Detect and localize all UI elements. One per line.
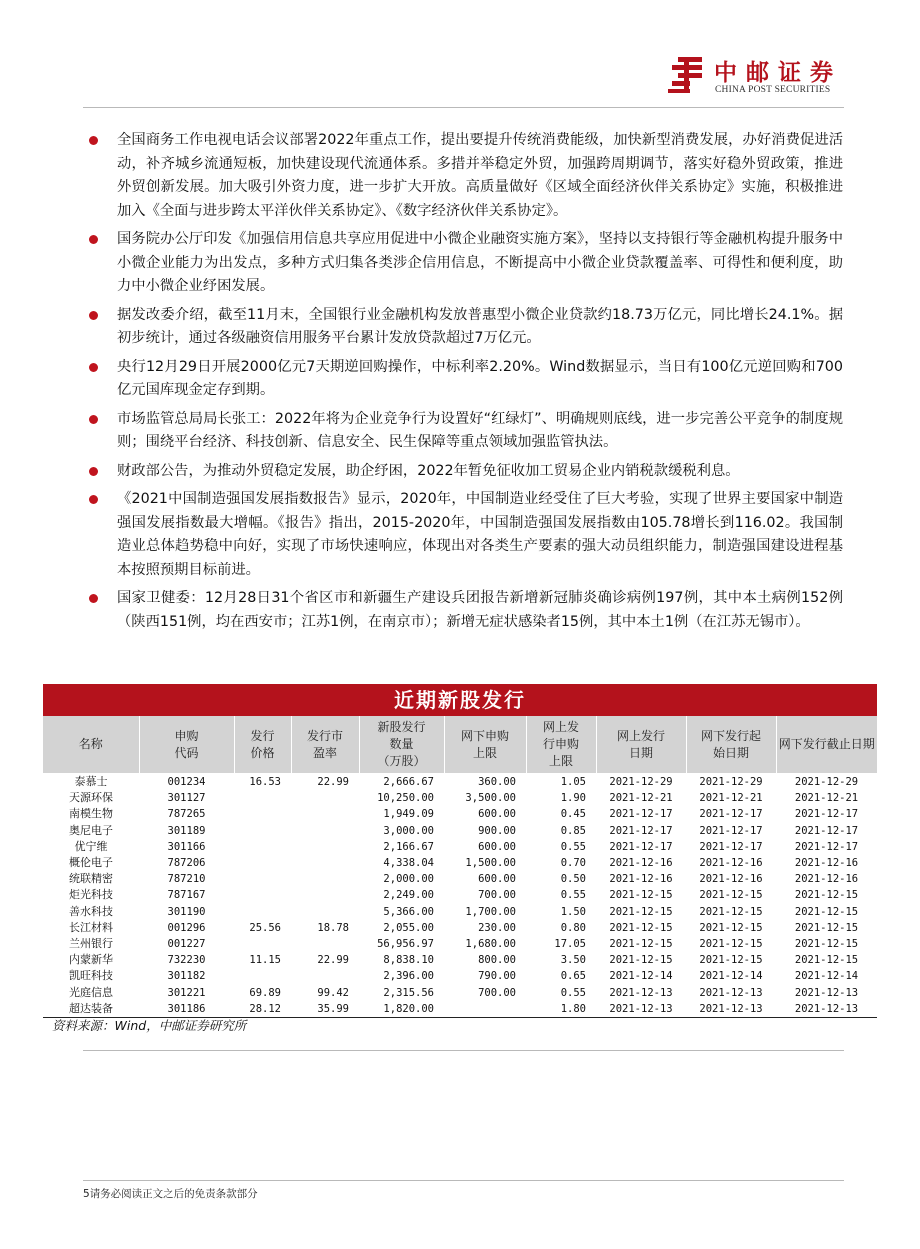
table-cell: 301190 (167, 905, 206, 918)
header-divider (83, 107, 844, 108)
table-cell (291, 806, 359, 822)
table-cell (291, 871, 359, 887)
table-cell (234, 871, 291, 887)
table-row (43, 1001, 877, 1017)
table-cell: 2021-12-15 (794, 954, 859, 967)
table-cell: 2021-12-17 (794, 808, 859, 821)
table-cell (234, 887, 291, 903)
bullet-dot-icon (89, 235, 98, 244)
table-cell (291, 887, 359, 903)
column-header: 网下发行起 始日期 (686, 716, 776, 773)
table-cell: 2021-12-14 (794, 970, 859, 983)
bullet-item: 市场监管总局局长张工：2022年将为企业竞争行为设置好“红绿灯”、明确规则底线，进一步完善公平竞争的制度规则；围绕平台经济、科技创新、信息安全、民生保障等重点领域加强监管执法。 (83, 408, 843, 455)
table-cell: 泰慕士 (74, 775, 108, 789)
table-cell: 2021-12-13 (609, 1002, 673, 1015)
table-cell: 787167 (167, 889, 206, 902)
table-cell: 600.00 (478, 840, 516, 853)
table-source: 资料来源：Wind，中邮证券研究所 (52, 1018, 247, 1033)
table-cell: 0.55 (560, 840, 586, 853)
table-row (43, 855, 877, 871)
company-logo (668, 52, 843, 100)
table-cell: 兰州银行 (69, 936, 113, 950)
table-row (43, 773, 877, 790)
table-cell (291, 904, 359, 920)
table-cell: 10,250.00 (377, 792, 434, 805)
table-cell: 22.99 (317, 776, 349, 789)
table-cell: 3,000.00 (383, 824, 434, 837)
table-cell: 2021-12-29 (794, 776, 859, 789)
table-row (43, 920, 877, 936)
table-cell: 2021-12-14 (609, 970, 673, 983)
table-cell: 301127 (167, 792, 206, 805)
table-cell: 787265 (167, 808, 206, 821)
table-cell: 2021-12-17 (794, 840, 859, 853)
table-cell: 0.85 (560, 824, 586, 837)
table-cell: 69.89 (249, 986, 281, 999)
table-cell: 炬光科技 (69, 888, 113, 902)
table-cell: 0.80 (560, 921, 586, 934)
table-cell: 2021-12-15 (794, 889, 859, 902)
column-header: 新股发行 数量 （万股） (359, 716, 444, 773)
table-cell: 1,949.09 (383, 808, 434, 821)
table-cell: 360.00 (478, 776, 516, 789)
table-cell (234, 936, 291, 952)
table-cell: 1,500.00 (465, 857, 516, 870)
table-cell: 0.45 (560, 808, 586, 821)
table-cell: 790.00 (478, 970, 516, 983)
page-number: 5 (83, 1188, 90, 1200)
table-cell: 2021-12-15 (609, 921, 673, 934)
china-post-logo-icon (668, 54, 706, 94)
table-cell: 2021-12-21 (699, 792, 763, 805)
table-cell (291, 855, 359, 871)
table-cell: 2021-12-17 (609, 808, 673, 821)
table-cell: 600.00 (478, 873, 516, 886)
table-row (43, 984, 877, 1000)
table-cell: 2021-12-17 (699, 840, 763, 853)
table-cell: 18.78 (317, 921, 349, 934)
table-cell: 301166 (167, 840, 206, 853)
table-cell: 2021-12-17 (794, 824, 859, 837)
table-row (43, 968, 877, 984)
bullet-item: 《2021中国制造强国发展指数报告》显示，2020年，中国制造业经受住了巨大考验，实现了世界主要国家中制造强国发展指数最大增幅。《报告》指出，2015-2020年，中国制造强国发展指数由105.78增长到116.02。我国制造业总体趋势稳中向好，实现了市场快速响应，体现出对各类生产要素的强大动员组织能力，制造强国建设进程基本按照预期目标前进。 (83, 488, 843, 582)
logo-english-text: CHINA POST SECURITIES (715, 85, 831, 95)
table-cell: 2021-12-16 (794, 873, 859, 886)
table-cell: 001296 (167, 921, 206, 934)
table-header-row (43, 716, 877, 773)
table-cell: 1,820.00 (383, 1002, 434, 1015)
table-cell: 35.99 (317, 1002, 349, 1015)
table-cell: 1,680.00 (465, 937, 516, 950)
bullet-dot-icon (89, 136, 98, 145)
table-cell: 2021-12-15 (794, 921, 859, 934)
table-cell: 301186 (167, 1002, 206, 1015)
table-cell: 2021-12-15 (609, 889, 673, 902)
bullet-dot-icon (89, 467, 98, 476)
table-cell: 2021-12-13 (699, 986, 763, 999)
news-bullet-list (83, 129, 843, 639)
table-cell: 超达装备 (69, 1001, 113, 1015)
bullet-item: 全国商务工作电视电话会议部署2022年重点工作，提出要提升传统消费能级，加快新型消费发展，办好消费促进活动，补齐城乡流通短板，加快建设现代流通体系。多措并举稳定外贸，加强跨周期调节，落实好稳外贸政策，推进外贸创新发展。加大吸引外资力度，进一步扩大开放。高质量做好《区域全面经济伙伴关系协定》实施，积极推进加入《全面与进步跨太平洋伙伴关系协定》、《数字经济伙伴关系协定》。 (83, 129, 843, 223)
table-cell: 2021-12-29 (699, 776, 763, 789)
table-cell: 0.50 (560, 873, 586, 886)
table-cell: 0.55 (560, 986, 586, 999)
table-cell: 0.65 (560, 970, 586, 983)
table-cell: 2021-12-15 (609, 905, 673, 918)
table-cell: 长江材料 (69, 920, 113, 934)
table-cell: 5,366.00 (383, 905, 434, 918)
table-cell: 301221 (167, 986, 206, 999)
table-cell: 700.00 (478, 889, 516, 902)
table-cell: 22.99 (317, 954, 349, 967)
table-cell (234, 790, 291, 806)
table-row (43, 839, 877, 855)
page-footer (83, 1186, 258, 1201)
table-cell: 南模生物 (69, 807, 113, 821)
table-cell: 2021-12-17 (699, 824, 763, 837)
table-cell: 4,338.04 (383, 857, 434, 870)
column-header: 发行市 盈率 (291, 716, 359, 773)
table-cell: 2021-12-14 (699, 970, 763, 983)
table-cell (234, 823, 291, 839)
table-cell (234, 806, 291, 822)
ipo-table-section (43, 684, 877, 1018)
table-cell (234, 904, 291, 920)
table-cell: 17.05 (554, 937, 586, 950)
table-cell: 2021-12-16 (794, 857, 859, 870)
bullet-item: 国务院办公厅印发《加强信用信息共享应用促进中小微企业融资实施方案》，坚持以支持银行等金融机构提升服务中小微企业能力为出发点，多种方式归集各类涉企信用信息，不断提高中小微企业贷款覆盖率、可得性和便利度，助力中小微企业纾困发展。 (83, 228, 843, 299)
table-cell: 1.80 (560, 1002, 586, 1015)
table-cell: 2021-12-29 (609, 776, 673, 789)
table-cell: 2021-12-16 (609, 857, 673, 870)
column-header: 名称 (43, 716, 139, 773)
bullet-item: 财政部公告，为推动外贸稳定发展，助企纾困，2022年暂免征收加工贸易企业内销税款缓税利息。 (83, 460, 843, 484)
disclaimer-note: 请务必阅读正文之后的免责条款部分 (89, 1188, 258, 1200)
table-cell: 16.53 (249, 776, 281, 789)
table-cell: 2021-12-15 (699, 921, 763, 934)
table-cell: 2021-12-15 (609, 937, 673, 950)
table-cell: 奥尼电子 (69, 823, 113, 837)
table-cell: 凯旺科技 (69, 969, 113, 983)
table-cell: 3.50 (560, 954, 586, 967)
table-cell: 2021-12-15 (699, 954, 763, 967)
table-row (43, 806, 877, 822)
table-cell: 内蒙新华 (69, 953, 113, 967)
table-cell: 2021-12-21 (609, 792, 673, 805)
table-cell (234, 839, 291, 855)
table-cell: 787206 (167, 857, 206, 870)
column-header: 申购 代码 (139, 716, 234, 773)
table-cell: 2,166.67 (383, 840, 434, 853)
table-cell: 8,838.10 (383, 954, 434, 967)
table-cell: 统联精密 (69, 872, 113, 886)
table-cell: 2021-12-15 (794, 905, 859, 918)
table-cell: 600.00 (478, 808, 516, 821)
table-row (43, 871, 877, 887)
table-cell: 2021-12-13 (794, 986, 859, 999)
table-cell: 28.12 (249, 1002, 281, 1015)
table-cell: 11.15 (249, 954, 281, 967)
table-cell: 2021-12-16 (699, 873, 763, 886)
table-cell: 2,055.00 (383, 921, 434, 934)
table-cell: 1.05 (560, 776, 586, 789)
table-cell: 2,249.00 (383, 889, 434, 902)
table-cell: 56,956.97 (377, 937, 434, 950)
table-cell (291, 936, 359, 952)
column-header: 网上发 行申购 上限 (526, 716, 596, 773)
table-title: 近期新股发行 (43, 684, 877, 716)
table-cell (234, 968, 291, 984)
table-body (43, 773, 877, 1017)
bullet-dot-icon (89, 415, 98, 424)
table-cell: 2021-12-13 (699, 1002, 763, 1015)
table-cell: 2021-12-13 (794, 1002, 859, 1015)
table-cell: 700.00 (478, 986, 516, 999)
table-cell (444, 1001, 526, 1017)
table-cell: 001234 (167, 776, 206, 789)
table-cell: 301189 (167, 824, 206, 837)
column-header: 网上发行 日期 (596, 716, 686, 773)
table-cell (291, 968, 359, 984)
bullet-item: 国家卫健委：12月28日31个省区市和新疆生产建设兵团报告新增新冠肺炎确诊病例197例，其中本土病例152例（陕西151例，均在西安市；江苏1例，在南京市）；新增无症状感染者15例，其中本土1例（在江苏无锡市）。 (83, 587, 843, 634)
column-header: 发行 价格 (234, 716, 291, 773)
table-cell: 概伦电子 (69, 856, 113, 870)
table-cell: 2021-12-15 (699, 905, 763, 918)
table-cell: 2021-12-17 (609, 824, 673, 837)
table-cell: 2021-12-17 (699, 808, 763, 821)
table-cell (291, 823, 359, 839)
table-cell: 2021-12-13 (609, 986, 673, 999)
table-cell: 2021-12-15 (699, 889, 763, 902)
table-cell: 2021-12-16 (609, 873, 673, 886)
table-cell: 2,666.67 (383, 776, 434, 789)
table-cell: 3,500.00 (465, 792, 516, 805)
column-header: 网下发行截止日期 (776, 716, 877, 773)
table-row (43, 887, 877, 903)
table-cell (291, 839, 359, 855)
table-cell: 善水科技 (69, 904, 113, 918)
table-cell: 2021-12-21 (794, 792, 859, 805)
table-cell: 787210 (167, 873, 206, 886)
table-cell: 2021-12-16 (699, 857, 763, 870)
table-cell: 2021-12-15 (699, 937, 763, 950)
table-cell: 1.90 (560, 792, 586, 805)
table-row (43, 936, 877, 952)
section-divider (83, 1050, 844, 1051)
table-cell: 800.00 (478, 954, 516, 967)
table-cell: 优宁维 (74, 839, 108, 853)
table-row (43, 904, 877, 920)
table-cell (234, 855, 291, 871)
table-cell: 25.56 (249, 921, 281, 934)
table-cell: 2,396.00 (383, 970, 434, 983)
table-cell: 0.70 (560, 857, 586, 870)
table-row (43, 952, 877, 968)
table-cell: 2,315.56 (383, 986, 434, 999)
table-row (43, 823, 877, 839)
column-header: 网下申购 上限 (444, 716, 526, 773)
bullet-dot-icon (89, 495, 98, 504)
bullet-dot-icon (89, 311, 98, 320)
table-cell: 0.55 (560, 889, 586, 902)
table-cell: 2021-12-17 (609, 840, 673, 853)
bullet-dot-icon (89, 594, 98, 603)
table-row (43, 790, 877, 806)
ipo-table (43, 716, 877, 1017)
bullet-dot-icon (89, 363, 98, 372)
table-cell: 1.50 (560, 905, 586, 918)
table-cell (291, 790, 359, 806)
table-cell: 230.00 (478, 921, 516, 934)
table-cell: 301182 (167, 970, 206, 983)
table-cell: 001227 (167, 937, 206, 950)
table-cell: 99.42 (317, 986, 349, 999)
table-cell: 2021-12-15 (794, 937, 859, 950)
table-cell: 2,000.00 (383, 873, 434, 886)
table-cell: 2021-12-15 (609, 954, 673, 967)
footer-divider (83, 1180, 844, 1181)
table-cell: 1,700.00 (465, 905, 516, 918)
table-cell: 天源环保 (69, 791, 113, 805)
table-cell: 光庭信息 (69, 985, 113, 999)
bullet-item: 央行12月29日开展2000亿元7天期逆回购操作，中标利率2.20%。Wind数据显示，当日有100亿元逆回购和700亿元国库现金定存到期。 (83, 356, 843, 403)
table-cell: 732230 (167, 954, 206, 967)
table-cell: 900.00 (478, 824, 516, 837)
bullet-item: 据发改委介绍，截至11月末，全国银行业金融机构发放普惠型小微企业贷款约18.73万亿元，同比增长24.1%。据初步统计，通过各级融资信用服务平台累计发放贷款超过7万亿元。 (83, 304, 843, 351)
logo-chinese-text: 中邮证券 (714, 59, 842, 86)
